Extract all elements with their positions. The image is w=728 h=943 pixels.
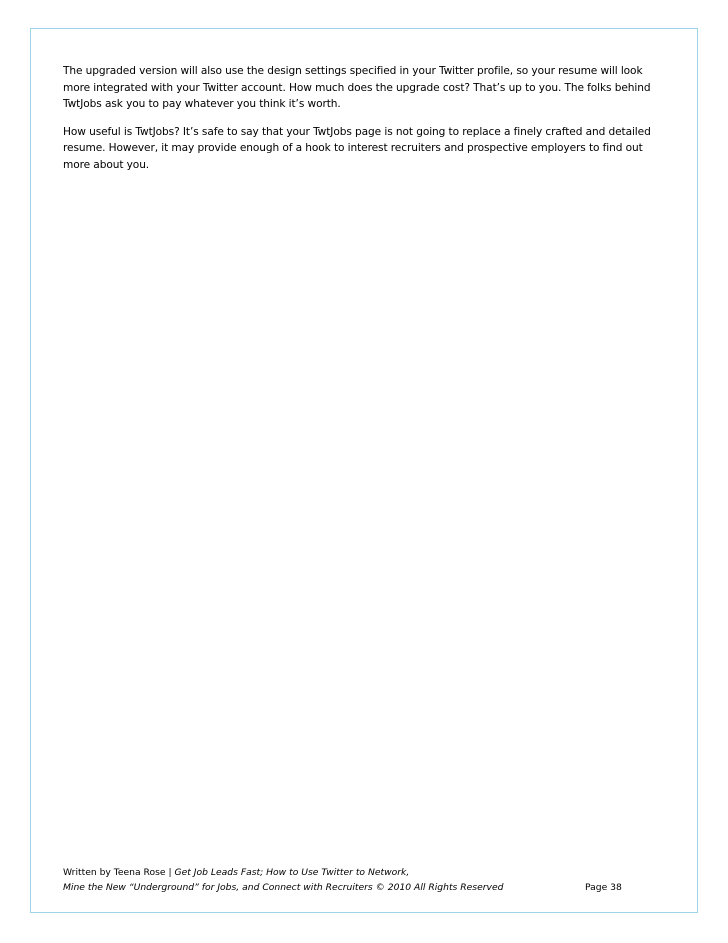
page-content [63,63,663,184]
footer-author: Written by Teena Rose | [63,867,175,878]
page-footer [63,866,663,895]
footer-book-title-1: Get Job Leads Fast; How to Use Twitter to Network, [174,867,410,878]
body-paragraph-2: How useful is TwtJobs? It’s safe to say that your TwtJobs page is not going to replace a finely crafted and detailed resume. However, it may provide enough of a hook to interest recruiters and prospective employers to find out more about you. [63,125,651,171]
page-number: Page 38 [585,881,622,893]
footer-book-title-2: Mine the New “Underground” for Jobs, and Connect with Recruiters © 2010 All Rights Reserved [63,881,504,893]
body-paragraph-1: The upgraded version will also use the design settings specified in your Twitter profile, so your resume will look more integrated with your Twitter account. How much does the upgrade cost? That’s up to you. The folks behind TwtJobs ask you to pay whatever you think it’s worth. [63,65,651,110]
footer-line-1 [63,866,663,881]
footer-line-2 [63,881,663,896]
